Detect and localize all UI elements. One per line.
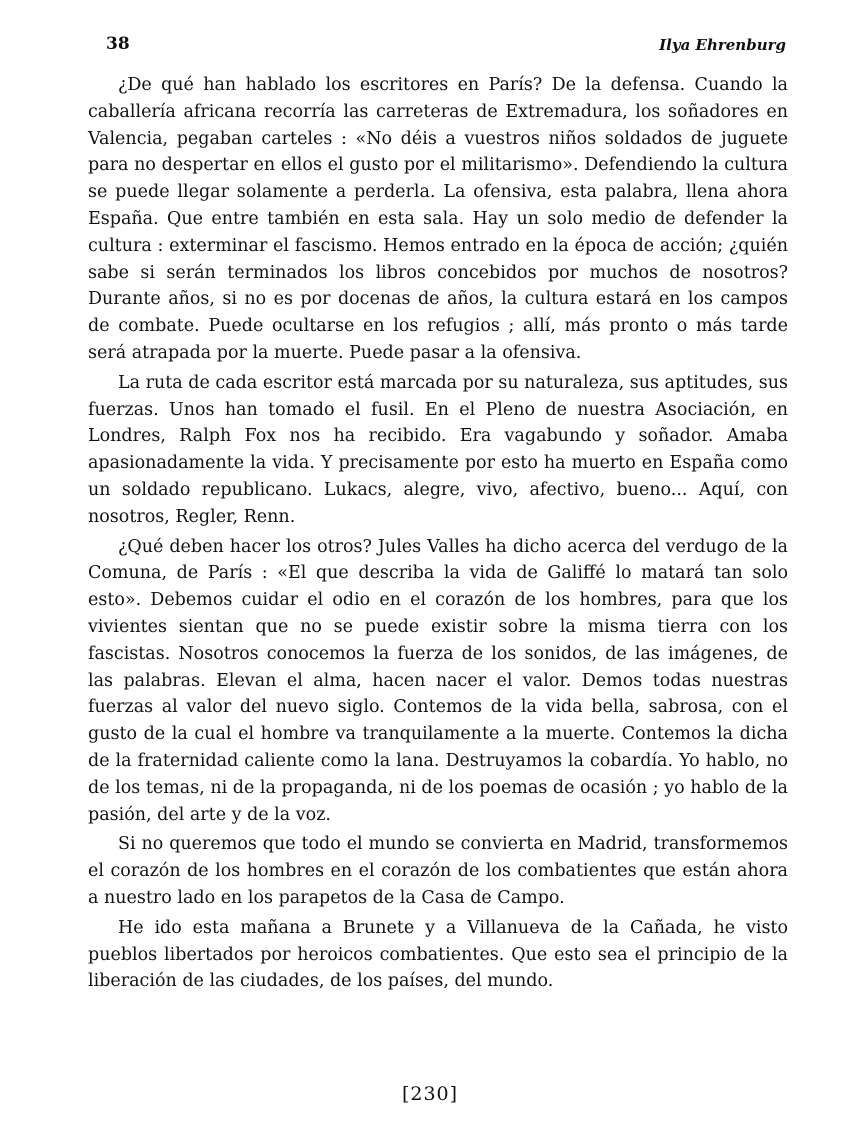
paragraph-madrid: Si no queremos que todo el mundo se convierta en Madrid, transformemos el corazón de los hombres en el corazón de los combatientes que están ahora a nuestro lado en los parapetos de la Casa de Campo. [88,834,788,908]
page-header [106,34,786,58]
running-title: Ilya Ehrenburg [659,36,786,54]
paragraph-defensa: ¿De qué han hablado los escritores en París? De la defensa. Cuando la caballería africana recorría las carreteras de Extremadura, los soñadores en Valencia, pegaban carteles : «No déis a vuestros niños soldados de juguete para no despertar en ellos el gusto por el militarismo». Defendiendo la cultura se puede llegar solamente a perderla. La ofensiva, esta palabra, llena ahora España. Que entre también en esta sala. Hay un solo medio de defender la cultura : exterminar el fascismo. Hemos entrado en la época de acción; ¿quién sabe si serán terminados los libros concebidos por muchos de nosotros? Durante años, si no es por docenas de años, la cultura estará en los campos de combate. Puede ocultarse en los refugios ; allí, más pronto o más tarde será atrapada por la muerte. Puede pasar a la ofensiva. [88,75,788,363]
paragraph-ruta-escritor: La ruta de cada escritor está marcada por su naturaleza, sus aptitudes, sus fuerzas. Unos han tomado el fusil. En el Pleno de nuestra Asociación, en Londres, Ralph Fox nos ha recibido. Era vagabundo y soñador. Amaba apasionadamente la vida. Y precisamente por esto ha muerto en España como un soldado republicano. Lukacs, alegre, vivo, afectivo, bueno... Aquí, con nosotros, Regler, Renn. [88,372,788,527]
page-number: 38 [106,34,130,54]
paragraph-que-deben-hacer: ¿Qué deben hacer los otros? Jules Valles ha dicho acerca del verdugo de la Comuna, de París : «El que describa la vida de Galiffé lo matará tan solo esto». Debemos cuidar el odio en el corazón de los hombres, para que los vivientes sientan que no se puede existir sobre la misma tierra con los fascistas. Nosotros conocemos la fuerza de los sonidos, de las imágenes, de las palabras. Elevan el alma, hacen nacer el valor. Demos todas nuestras fuerzas al valor del nuevo siglo. Contemos de la vida bella, sabrosa, con el gusto de la cual el hombre va tranquilamente a la muerte. Contemos la dicha de la fraternidad caliente como la lana. Destruyamos la cobardía. Yo hablo, no de los temas, ni de la propaganda, ni de los poemas de ocasión ; yo hablo de la pasión, del arte y de la voz. [88,536,788,825]
page-folio: [230] [401,1083,459,1105]
paragraph-brunete: He ido esta mañana a Brunete y a Villanueva de la Cañada, he visto pueblos libertados por heroicos combatientes. Que esto sea el principio de la liberación de las ciudades, de los países, del mundo. [88,917,788,992]
body-text [88,72,788,998]
